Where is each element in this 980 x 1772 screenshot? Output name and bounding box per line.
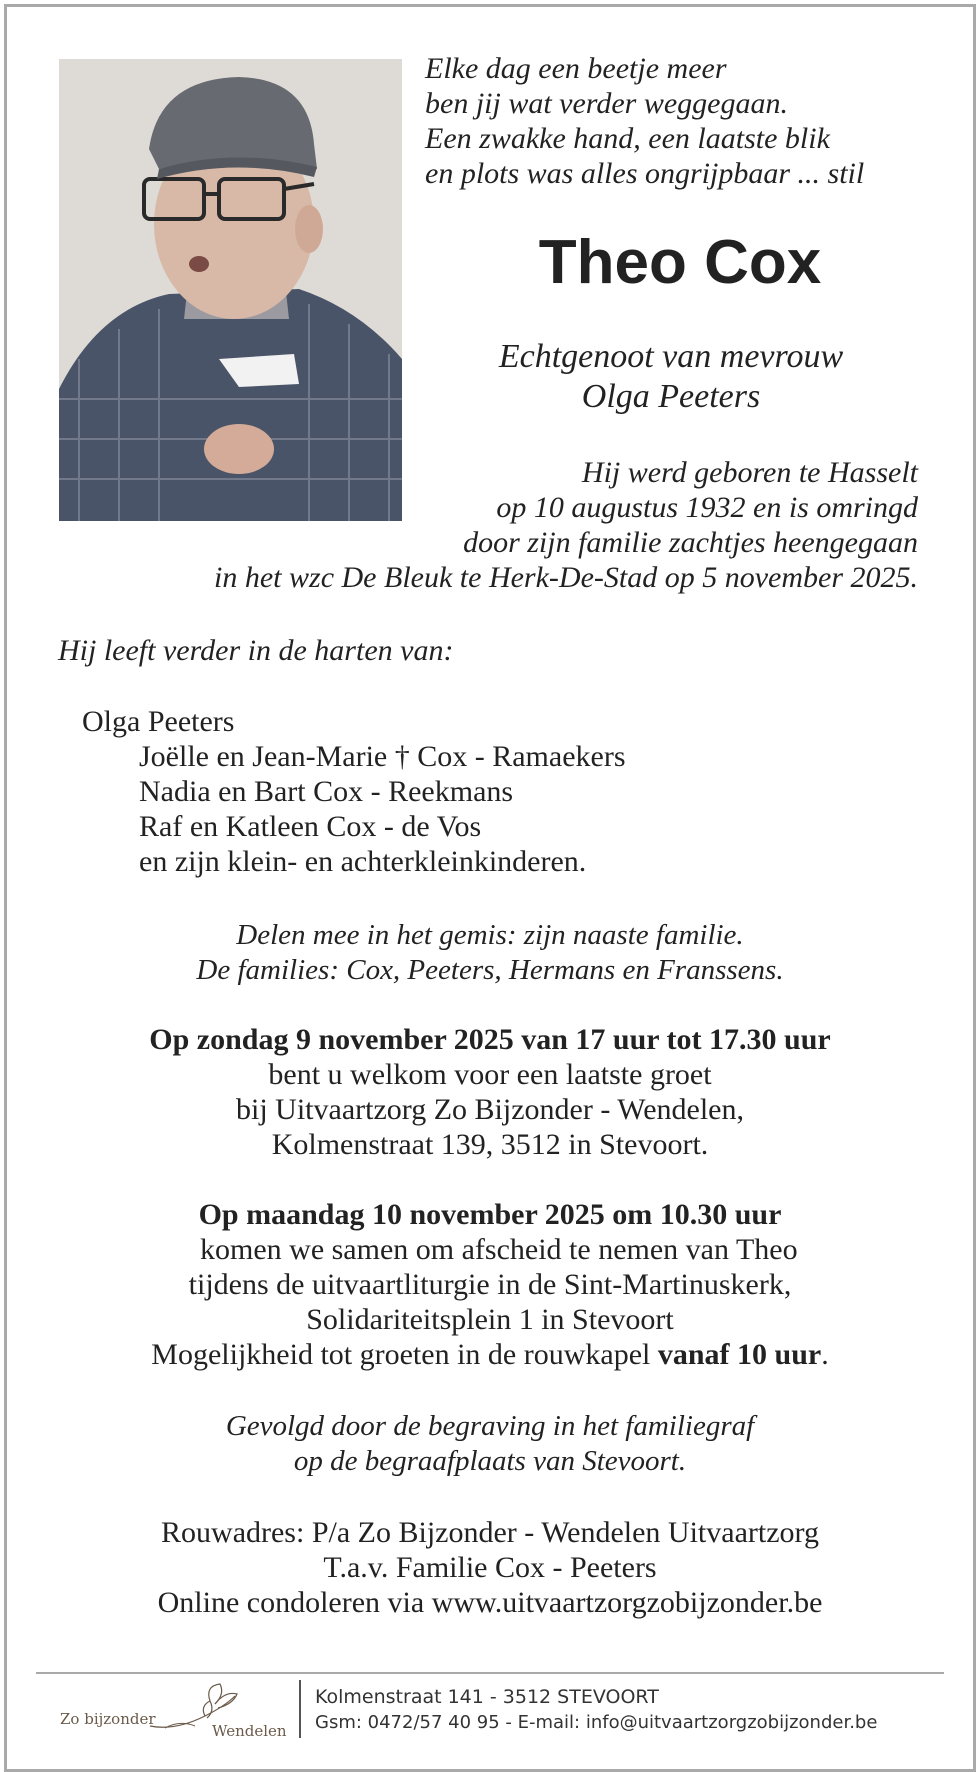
greeting-suffix: .: [821, 1338, 829, 1371]
logo-text-right: Wendelen: [212, 1722, 287, 1740]
birth-death-line: Hij werd geboren te Hasselt: [581, 456, 918, 489]
deceased-name: Theo Cox: [538, 228, 822, 297]
survivor-child: Nadia en Bart Cox - Reekmans: [139, 775, 514, 808]
visitation-heading: Op zondag 9 november 2025 van 17 uur tot 17.30 uur: [149, 1023, 831, 1056]
funeral-greeting: [0, 1340, 980, 1370]
birth-death-line: op 10 augustus 1932 en is omringd: [496, 491, 918, 524]
funeral-line: tijdens de uitvaartliturgie in de Sint-Martinuskerk,: [188, 1268, 792, 1301]
poem-line: Elke dag een beetje meer: [425, 52, 727, 85]
survivor-child: Raf en Katleen Cox - de Vos: [139, 810, 482, 843]
survivors-intro: Hij leeft verder in de harten van:: [58, 634, 454, 667]
birth-death-line: in het wzc De Bleuk te Herk-De-Stad op 5 november 2025.: [214, 561, 918, 594]
condolence-link[interactable]: Online condoleren via www.uitvaartzorgzobijzonder.be: [157, 1586, 823, 1619]
logo-text-left: Zo bijzonder: [60, 1710, 156, 1728]
survivor-spouse: Olga Peeters: [82, 705, 235, 738]
contact-line: T.a.v. Familie Cox - Peeters: [323, 1551, 657, 1584]
families-line: De families: Cox, Peeters, Hermans en Franssens.: [196, 954, 784, 986]
footer-divider: [299, 1680, 301, 1738]
spouse-name: Olga Peeters: [581, 378, 761, 415]
visitation-line: Kolmenstraat 139, 3512 in Stevoort.: [271, 1128, 709, 1161]
survivor-child: Joëlle en Jean-Marie † Cox - Ramaekers: [139, 740, 626, 773]
survivor-grandchildren: en zijn klein- en achterkleinkinderen.: [139, 845, 587, 878]
contact-line: Rouwadres: P/a Zo Bijzonder - Wendelen Uitvaartzorg: [161, 1516, 819, 1549]
visitation-line: bij Uitvaartzorg Zo Bijzonder - Wendelen,: [236, 1093, 744, 1126]
footer-separator: [36, 1672, 944, 1674]
greeting-prefix: Mogelijkheid tot groeten in de rouwkapel: [151, 1338, 658, 1371]
spouse-line: Echtgenoot van mevrouw: [498, 338, 844, 375]
families-line: Delen mee in het gemis: zijn naaste familie.: [236, 919, 744, 951]
burial-line: Gevolgd door de begraving in het familiegraf: [225, 1410, 755, 1442]
funeral-heading: Op maandag 10 november 2025 om 10.30 uur: [198, 1198, 782, 1231]
poem-line: Een zwakke hand, een laatste blik: [425, 122, 830, 155]
footer-address: Kolmenstraat 141 - 3512 STEVOORT: [315, 1686, 659, 1708]
visitation-line: bent u welkom voor een laatste groet: [268, 1058, 712, 1091]
funeral-line: komen we samen om afscheid te nemen van Theo: [200, 1233, 798, 1266]
footer-contact[interactable]: Gsm: 0472/57 40 95 - E-mail: info@uitvaartzorgzobijzonder.be: [315, 1712, 878, 1733]
greeting-time: vanaf 10 uur: [657, 1338, 822, 1371]
poem-line: ben jij wat verder weggegaan.: [425, 87, 788, 120]
burial-line: op de begraafplaats van Stevoort.: [293, 1445, 687, 1477]
birth-death-line: door zijn familie zachtjes heengegaan: [463, 526, 918, 559]
funeral-line: Solidariteitsplein 1 in Stevoort: [306, 1303, 674, 1336]
poem-line: en plots was alles ongrijpbaar ... stil: [425, 157, 865, 190]
